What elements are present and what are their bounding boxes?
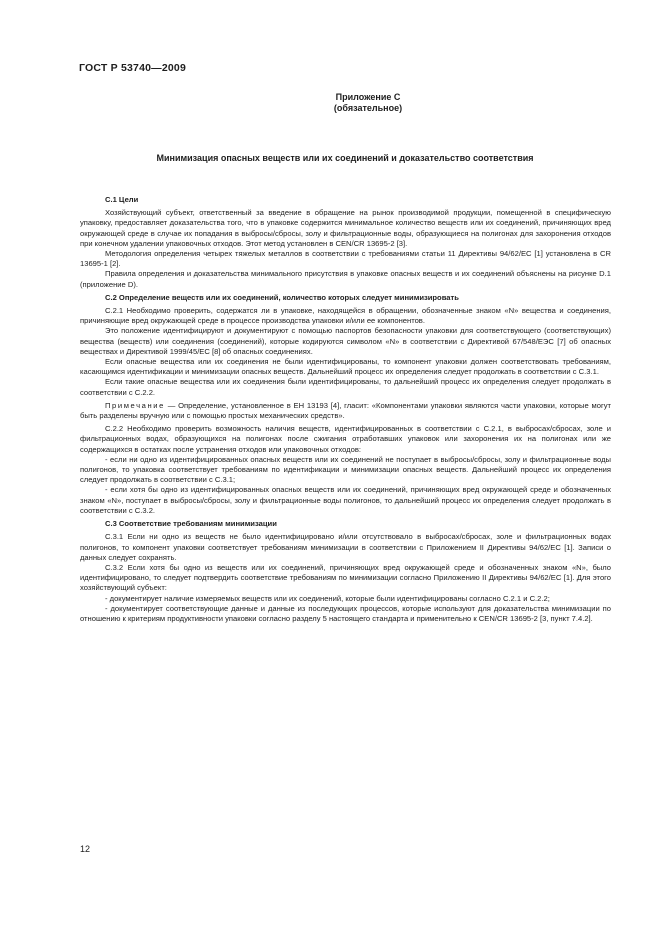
list-item: - если ни одно из идентифицированных опасных веществ или их соединений не поступает в выбросы/сбросы, золу и фильтрационные воды полигонов, то упаковка соответствует требованиям по идентификации и минимизации опасных веществ. Дальнейший процесс их определения следует продолжать в соответствии с С.3.1; xyxy=(80,454,611,485)
paragraph: Это положение идентифицируют и документируют с помощью паспортов безопасности упаковки для соответствующего (соответствующих) вещества (веществ) или соединения (соединений), которые кодируются символом «N» в соответствии с Директивой 67/548/ЕЭС [7] об опасных веществах и Директивой 1999/45/ЕС [8] об опасных соединениях. xyxy=(80,326,611,356)
paragraph: С.3.1 Если ни одно из веществ не было идентифицировано и/или отсутствовало в выбросах/сбросах, золе и фильтрационных водах полигонов, то компонент упаковки соответствует требованиям минимизации в соответствии с Приложением II Директивы 94/62/ЕС [1]. Записи о данных следует сохранять. xyxy=(80,532,611,562)
paragraph: Если такие опасные вещества или их соединения были идентифицированы, то дальнейший процесс их определения следует продолжать в соответствии с С.2.2. xyxy=(80,377,611,397)
document-number: ГОСТ Р 53740—2009 xyxy=(79,62,187,74)
annex-status: (обязательное) xyxy=(333,103,403,113)
section-heading-c1: С.1 Цели xyxy=(105,195,139,204)
paragraph: С.2.2 Необходимо проверить возможность наличия веществ, идентифицированных в соответствии с С.2.1, в выбросах/сбросах, золе и фильтрационных водах, образующихся на полигонах после сжигания отработавших упаковок или захоронения их на полигонах или же содержащихся в остатках после устранения отходов или упаковочных отходов: xyxy=(80,424,611,454)
paragraph: Правила определения и доказательства минимального присутствия в упаковке опасных веществ и их соединений объяснены на рисунке D.1 (приложение D). xyxy=(80,269,611,289)
paragraph: С.2.1 Необходимо проверить, содержатся ли в упаковке, находящейся в обращении, обозначенные знаком «N» вещества и соединения, причиняющие вред окружающей среде в процессе производства упаковки и/или ее компонентов. xyxy=(80,306,611,326)
section-heading-c2: С.2 Определение веществ или их соединений, количество которых следует минимизировать xyxy=(105,292,459,302)
annex-title: Приложение С xyxy=(335,92,401,102)
list-item: - документирует наличие измеряемых веществ или их соединений, которые были идентифицированы согласно С.2.1 и С.2.2; xyxy=(105,593,550,603)
body-text xyxy=(80,195,611,624)
note xyxy=(80,401,611,421)
paragraph: Методология определения четырех тяжелых металлов в соответствии с требованиями статьи 11 Директивы 94/62/ЕС [1] установлена в CR 13695-1 [2]. xyxy=(80,249,611,269)
list-item: - если хотя бы одно из идентифицированных опасных веществ или их соединений, причиняющих вред окружающей среде и обозначенных знаком «N», поступает в выбросы/сбросы, золу и фильтрационные воды полигонов, то дальнейший процесс их определения следует продолжать в соответствии с С.3.2. xyxy=(80,485,611,515)
annex-main-title: Минимизация опасных веществ или их соединений и доказательство соответствия xyxy=(156,153,534,163)
paragraph: Если опасные вещества или их соединения не были идентифицированы, то компонент упаковки должен соответствовать требованиям, касающимся идентификации и минимизации опасных веществ. Дальнейший процесс их определения следует продолжать в соответствии с С.3.1. xyxy=(80,357,611,377)
annex-heading xyxy=(288,92,448,114)
page-number: 12 xyxy=(80,844,91,854)
paragraph: С.3.2 Если хотя бы одно из веществ или их соединений, причиняющих вред окружающей среде и обозначенных знаком «N», было идентифицировано, то следует подтвердить соответствие требованиям по минимизации согласно Приложению II Директивы 94/62/ЕС [1]. Для этого хозяйствующий субъект: xyxy=(80,562,611,593)
section-heading-c3: С.3 Соответствие требованиям минимизации xyxy=(105,519,277,529)
note-text: — Определение, установленное в ЕН 13193 [4], гласит: «Компонентами упаковки являются части упаковки, которые могут быть разделены вручную или с помощью простых механических средств». xyxy=(80,400,611,421)
paragraph: Хозяйствующий субъект, ответственный за введение в обращение на рынок производимой продукции, помещенной в специфическую упаковку, предоставляет доказательства того, что в упаковке содержится минимальное количество веществ или их соединений, причиняющих вред окружающей среде в случае их попадания в выбросы/сбросы, золу и фильтрационные воды, образующиеся на полигонах для захоронения отходов при конечном удалении упаковочных отходов. Этот метод установлен в CEN/CR 13695-2 [3]. xyxy=(80,208,611,248)
note-label: Примечание xyxy=(105,400,165,410)
list-item: - документирует соответствующие данные и данные из последующих процессов, которые используют для доказательства минимизации по отношению к критериям продуктивности упаковки согласно разделу 5 настоящего стандарта и применительно к CEN/CR 13695-2 [3, пункт 7.4.2]. xyxy=(80,603,611,623)
